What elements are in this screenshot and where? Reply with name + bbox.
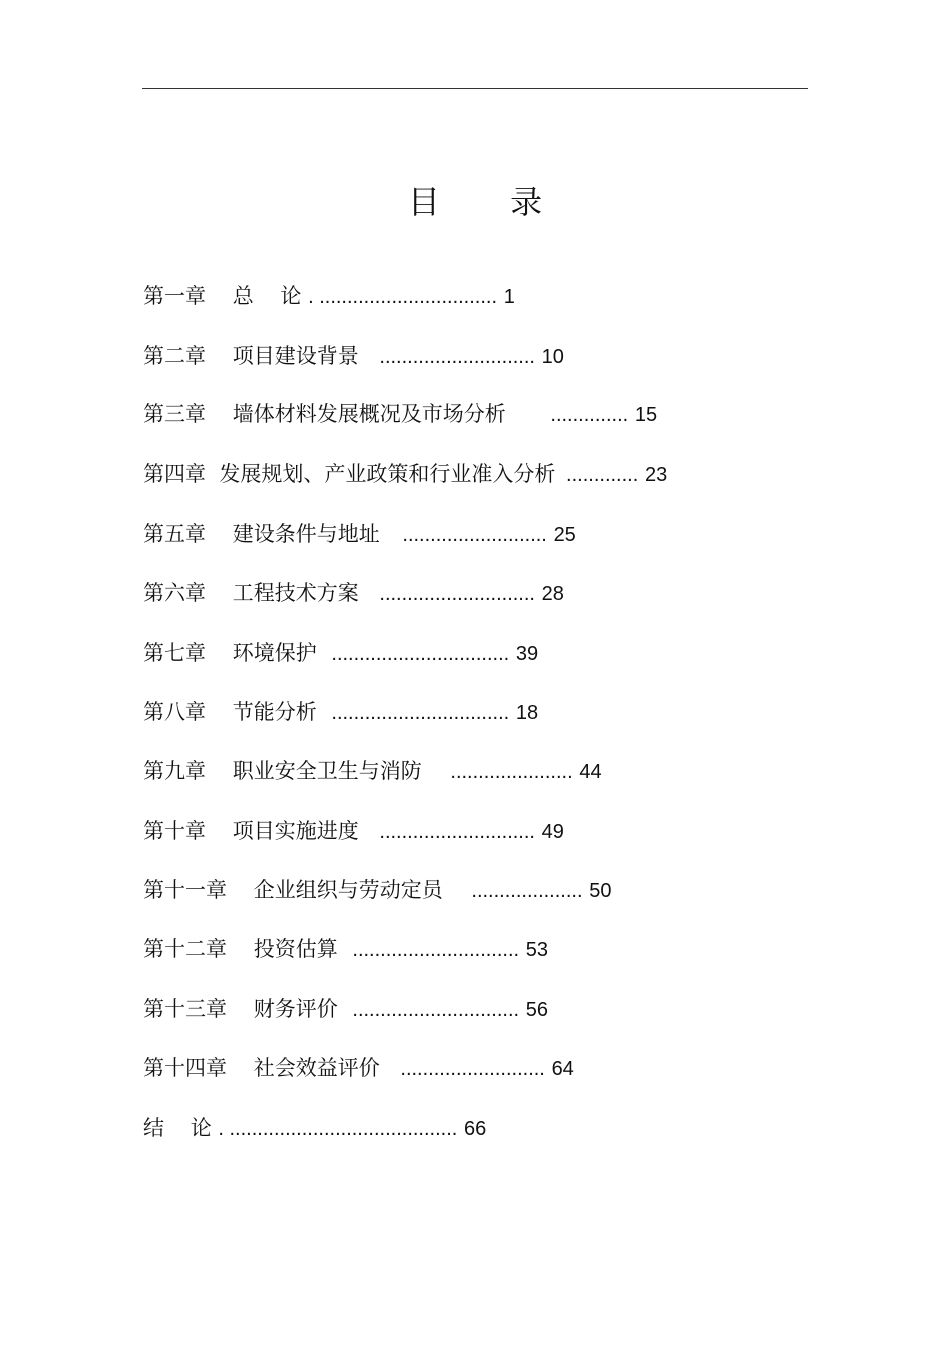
toc-entry-title: 第四章 发展规划、产业政策和行业准入分析: [143, 462, 556, 486]
toc-entry-page: 53: [525, 939, 549, 961]
toc-entry-page: 1: [503, 286, 515, 308]
toc-entry-page: 56: [525, 999, 549, 1021]
toc-entry-title: 第十四章 社会效益评价: [143, 1056, 380, 1080]
toc-entry-leader: ............................: [379, 346, 535, 368]
toc-entry[interactable]: [143, 1050, 574, 1086]
toc-entry-leader: ..............................: [352, 999, 520, 1021]
header-rule: [142, 88, 808, 89]
toc-entry-title: 第八章 节能分析: [143, 700, 317, 724]
toc-entry-leader: ................................: [331, 702, 510, 724]
toc-entry-title: 第六章 工程技术方案: [143, 581, 359, 605]
toc-entry-title: 第一章 总 论: [143, 284, 302, 308]
toc-entry-leader: .............: [566, 464, 639, 486]
toc-entry-title: 第十章 项目实施进度: [143, 819, 359, 843]
toc-entry[interactable]: [143, 278, 515, 314]
toc-entry[interactable]: [143, 1110, 486, 1146]
toc-entry-leader: ..............................: [352, 939, 520, 961]
toc-entry-page: 44: [579, 761, 602, 783]
toc-entry[interactable]: [143, 931, 548, 967]
toc-entry-leader: ..........................: [402, 524, 547, 546]
toc-entry-page: 49: [541, 821, 564, 843]
toc-entry-page: 64: [551, 1058, 574, 1080]
toc-entry-page: 66: [464, 1118, 487, 1140]
toc-entry[interactable]: [143, 516, 576, 552]
toc-entry[interactable]: [143, 813, 564, 849]
toc-entry[interactable]: [143, 694, 538, 730]
toc-entry-leader: ..............: [550, 404, 629, 426]
toc-entry[interactable]: [143, 753, 602, 789]
toc-entry-title: 第九章 职业安全卫生与消防: [143, 759, 422, 783]
toc-entry-page: 50: [589, 880, 612, 902]
toc-entry-leader: ....................: [471, 880, 583, 902]
toc-entry-page: 25: [553, 524, 576, 546]
toc-entry-page: 10: [541, 346, 564, 368]
toc-entry-title: 第二章 项目建设背景: [143, 344, 359, 368]
toc-entry-leader: ............................: [379, 821, 535, 843]
toc-entry-page: 28: [541, 583, 564, 605]
page-title: 目 录: [407, 183, 573, 221]
toc-entry[interactable]: [143, 635, 538, 671]
toc-entry-leader: ................................: [331, 643, 510, 665]
toc-entry[interactable]: [143, 456, 667, 492]
toc-entry-title: 第十三章 财务评价: [143, 997, 338, 1021]
toc-entry-page: 23: [644, 464, 668, 486]
toc-entry-leader: ..........................: [400, 1058, 545, 1080]
toc-entry-title: 第五章 建设条件与地址: [143, 522, 380, 546]
toc-entry-leader: ............................: [379, 583, 535, 605]
toc-entry[interactable]: [143, 396, 657, 432]
toc-entry-leader: . .........................................: [218, 1118, 458, 1140]
toc-entry[interactable]: [143, 338, 564, 374]
toc-entry-page: 18: [515, 702, 539, 724]
toc-entry-title: 第十二章 投资估算: [143, 937, 338, 961]
toc-entry-title: 结 论: [143, 1116, 212, 1140]
toc-entry-title: 第三章 墙体材料发展概况及市场分析: [143, 402, 506, 426]
toc-entry[interactable]: [143, 575, 564, 611]
toc-entry-page: 15: [634, 404, 658, 426]
toc-entry[interactable]: [143, 872, 611, 908]
toc-entry-leader: ......................: [450, 761, 573, 783]
toc-entry-page: 39: [515, 643, 539, 665]
toc-entry-title: 第十一章 企业组织与劳动定员: [143, 878, 443, 902]
toc-entry-title: 第七章 环境保护: [143, 641, 317, 665]
toc-entry[interactable]: [143, 991, 548, 1027]
toc-entry-leader: . ................................: [308, 286, 498, 308]
